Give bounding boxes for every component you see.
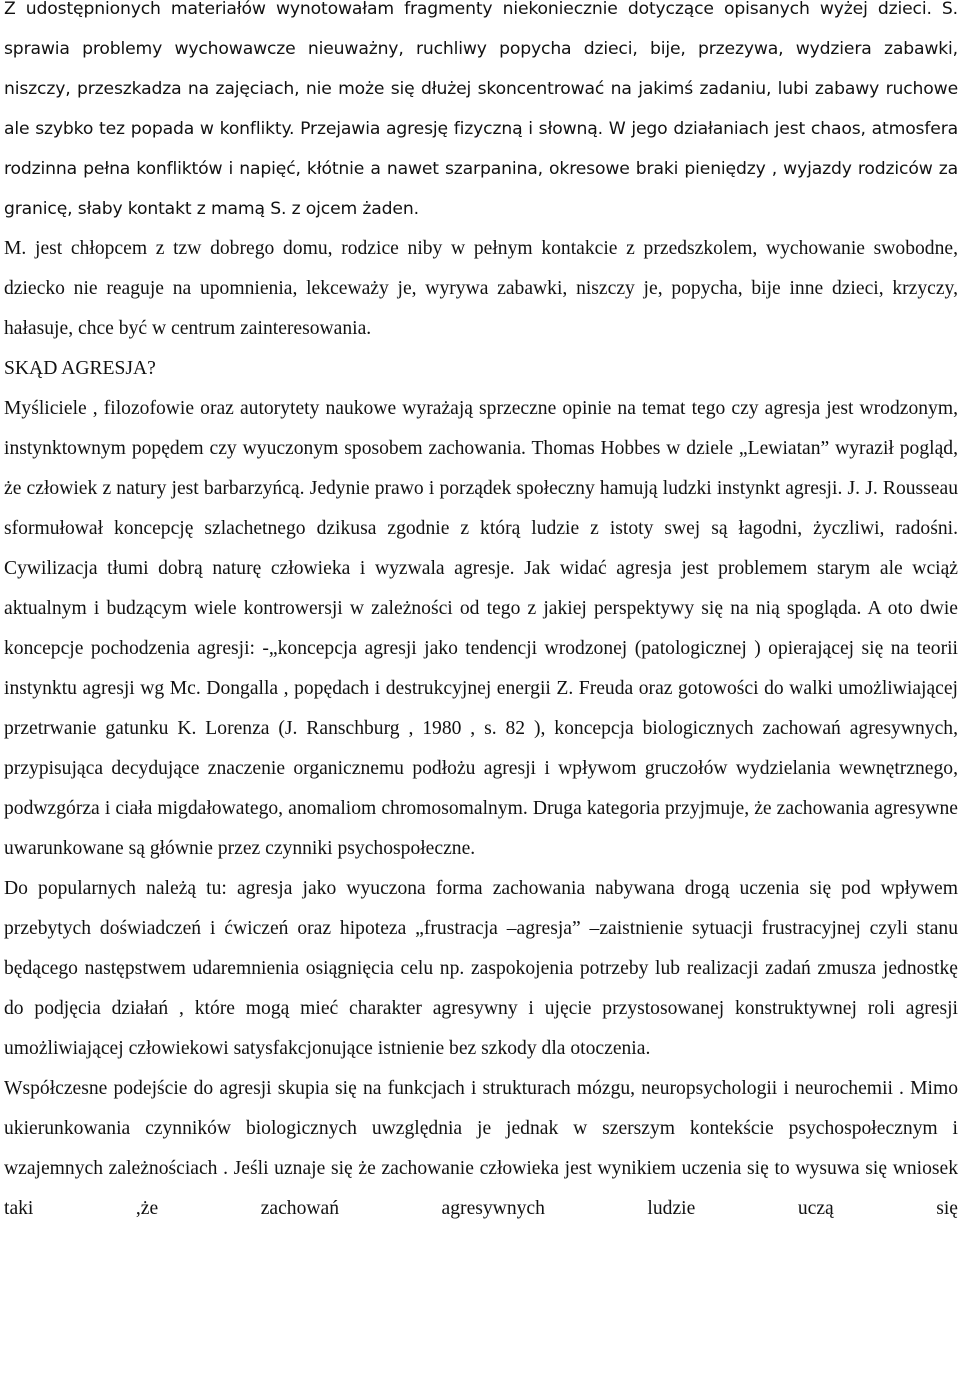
paragraph-case-m: M. jest chłopcem z tzw dobrego domu, rodzice niby w pełnym kontakcie z przedszkolem, wychowanie swobodne, dziecko nie reaguje na upomnienia, lekceważy je, wyrywa zabawki, niszczy je, popycha, bije inne dzieci, krzyczy, hałasuje, chce być w centrum zainteresowania. [4, 238, 958, 339]
paragraph-case-s: Z udostępnionych materiałów wynotowałam fragmenty niekoniecznie dotyczące opisanych wyżej dzieci. S. sprawia problemy wychowawcze nieuważny, ruchliwy popycha dzieci, bije, przezywa, wydziera zabawki, niszczy, przeszkadza na zajęciach, nie może się dłużej skoncentrować na jakimś zadaniu, lubi zabawy ruchowe ale szybko tez popada w konflikty. Przejawia agresję fizyczną i słowną. W jego działaniach jest chaos, atmosfera rodzinna pełna konfliktów i napięć, kłótnie a nawet szarpanina, okresowe braki pieniędzy , wyjazdy rodziców za granicę, słaby kontakt z mamą S. z ojcem żaden. [4, 0, 958, 219]
section-heading: SKĄD AGRESJA? [4, 358, 156, 379]
paragraph-modern-approach: Współczesne podejście do agresji skupia się na funkcjach i strukturach mózgu, neuropsychologii i neurochemii . Mimo ukierunkowania czynników biologicznych uwzględnia je jednak w szerszym kontekście psychospołecznym i wzajemnych zależnościach . Jeśli uznaje się że zachowanie człowieka jest wynikiem uczenia się to wysuwa się wniosek taki ,że zachowań agresywnych ludzie uczą się [4, 1078, 958, 1219]
paragraph-philosophers: Myśliciele , filozofowie oraz autorytety naukowe wyrażają sprzeczne opinie na temat tego czy agresja jest wrodzonym, instynktownym popędem czy wyuczonym sposobem zachowania. Thomas Hobbes w dziele „Lewiatan” wyraził pogląd, że człowiek z natury jest barbarzyńcą. Jedynie prawo i porządek społeczny hamują ludzki instynkt agresji. J. J. Rousseau sformułował koncepcję szlachetnego dzikusa zgodnie z którą ludzie z istoty swej są łagodni, życzliwi, radośni. Cywilizacja tłumi dobrą naturę człowieka i wyzwala agresje. Jak widać agresja jest problemem starym ale wciąż aktualnym i budzącym wiele kontrowersji w zależności od tego z jakiej perspektywy się na nią spogląda. A oto dwie koncepcje pochodzenia agresji: -„koncepcja agresji jako tendencji wrodzonej (patologicznej ) opierającej się na teorii instynktu agresji wg Mc. Dongalla , popędach i destrukcyjnej energii Z. Freuda oraz gotowości do walki umożliwiającej przetrwanie gatunku K. Lorenza (J. Ranschburg , 1980 , s. 82 ), koncepcja biologicznych zachowań agresywnych, przypisująca decydujące znaczenie organicznemu podłożu agresji i wpływom gruczołów wydzielania wewnętrznego, podwzgórza i ciała migdałowatego, anomaliom chromosomalnym. Druga kategoria przyjmuje, że zachowania agresywne uwarunkowane są głównie przez czynniki psychospołeczne. [4, 398, 958, 859]
paragraph-learned-aggression: Do popularnych należą tu: agresja jako wyuczona forma zachowania nabywana drogą uczenia się pod wpływem przebytych doświadczeń i ćwiczeń oraz hipoteza „frustracja –agresja” –zaistnienie sytuacji frustracyjnej czyli stanu będącego następstwem udaremnienia osiągnięcia celu np. zaspokojenia potrzeby lub realizacji zadań zmusza jednostkę do podjęcia działań , które mogą mieć charakter agresywny i ujęcie przystosowanej konstruktywnej roli agresji umożliwiającej człowiekowi satysfakcjonujące istnienie bez szkody dla otoczenia. [4, 878, 958, 1059]
document-page [4, 0, 958, 1229]
